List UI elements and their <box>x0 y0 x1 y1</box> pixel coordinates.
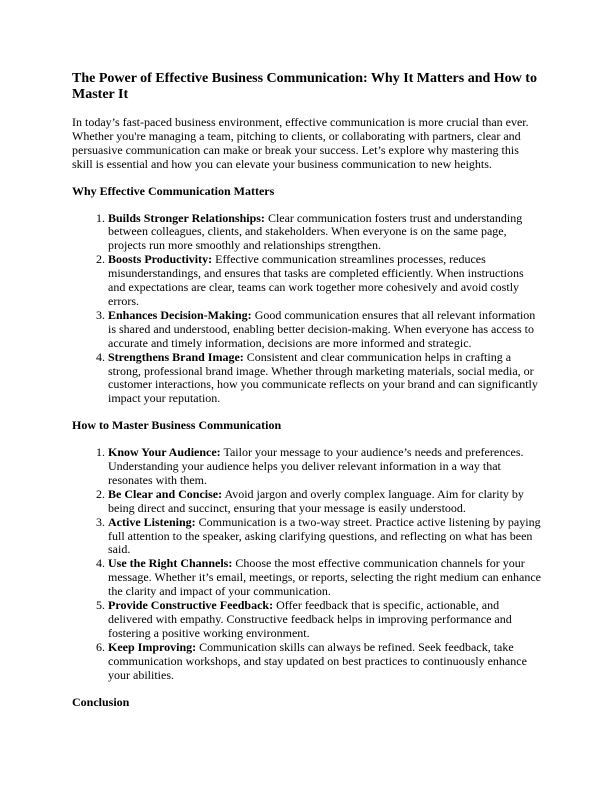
list-item <box>108 488 542 516</box>
item-text: Consistent and clear communication helps in crafting a strong, professional brand image. Whether through marketing materials, social media, or customer interactions, how you communicate reflects on your brand and can significantly impact your reputation. <box>108 349 538 406</box>
how-list <box>72 446 542 682</box>
item-term: Be Clear and Concise: <box>108 486 223 501</box>
document-title: The Power of Effective Business Communication: Why It Matters and How to Master It <box>72 71 537 102</box>
item-text: Good communication ensures that all relevant information is shared and understood, enabling better decision-making. When everyone has access to accurate and timely information, decisions are more informed and strategic. <box>108 307 536 350</box>
item-text: Choose the most effective communication channels for your message. Whether it’s email, meetings, or reports, selecting the right medium can enhance the clarity and impact of your communication. <box>108 556 541 599</box>
item-term: Provide Constructive Feedback: <box>108 598 274 613</box>
item-text: Avoid jargon and overly complex language. Aim for clarity by being direct and succinct, ensuring that your message is easily understood. <box>108 486 524 515</box>
list-item <box>108 309 542 351</box>
why-list <box>72 212 542 407</box>
section-heading-why: Why Effective Communication Matters <box>72 183 275 198</box>
item-text: Communication is a two-way street. Practice active listening by paying full attention to the speaker, asking clarifying questions, and reflecting on what has been said. <box>108 514 541 557</box>
item-term: Strengthens Brand Image: <box>108 349 244 364</box>
item-text: Tailor your message to your audience’s needs and preferences. Understanding your audience helps you deliver relevant information in a way that resonates with them. <box>108 445 524 487</box>
list-item <box>108 557 542 599</box>
item-term: Builds Stronger Relationships: <box>108 210 265 225</box>
item-term: Active Listening: <box>108 514 196 529</box>
list-item <box>108 446 542 488</box>
document-page <box>72 71 542 722</box>
intro-paragraph: In today’s fast-paced business environment, effective communication is more crucial than ever. Whether you're managing a team, pitching to clients, or collaborating with partners, clear and persuasive communication can make or break your success. Let’s explore why mastering this skill is essential and how you can elevate your business communication to new heights. <box>72 115 529 171</box>
item-text: Offer feedback that is specific, actionable, and delivered with empathy. Constructive feedback helps in improving performance and fostering a positive working environment. <box>108 598 512 640</box>
list-item <box>108 641 542 683</box>
item-text: Effective communication streamlines processes, reduces misunderstandings, and ensures that tasks are completed efficiently. When instructions and expectations are clear, teams can work together more cohesively and avoid costly errors. <box>108 252 524 308</box>
list-item <box>108 516 542 558</box>
item-term: Boosts Productivity: <box>108 252 213 267</box>
item-term: Keep Improving: <box>108 639 197 654</box>
item-term: Know Your Audience: <box>108 445 221 460</box>
section-heading-conclusion: Conclusion <box>72 694 130 709</box>
list-item <box>108 351 542 407</box>
item-term: Enhances Decision-Making: <box>108 307 252 322</box>
item-text: Clear communication fosters trust and understanding between colleagues, clients, and stakeholders. When everyone is on the same page, projects run more smoothly and relationships strengthen. <box>108 210 523 253</box>
list-item <box>108 599 542 641</box>
item-text: Communication skills can always be refined. Seek feedback, take communication workshops, and stay updated on best practices to continuously enhance your abilities. <box>108 639 527 682</box>
item-term: Use the Right Channels: <box>108 556 233 571</box>
section-heading-how: How to Master Business Communication <box>72 418 282 433</box>
list-item <box>108 253 542 309</box>
list-item <box>108 212 542 254</box>
